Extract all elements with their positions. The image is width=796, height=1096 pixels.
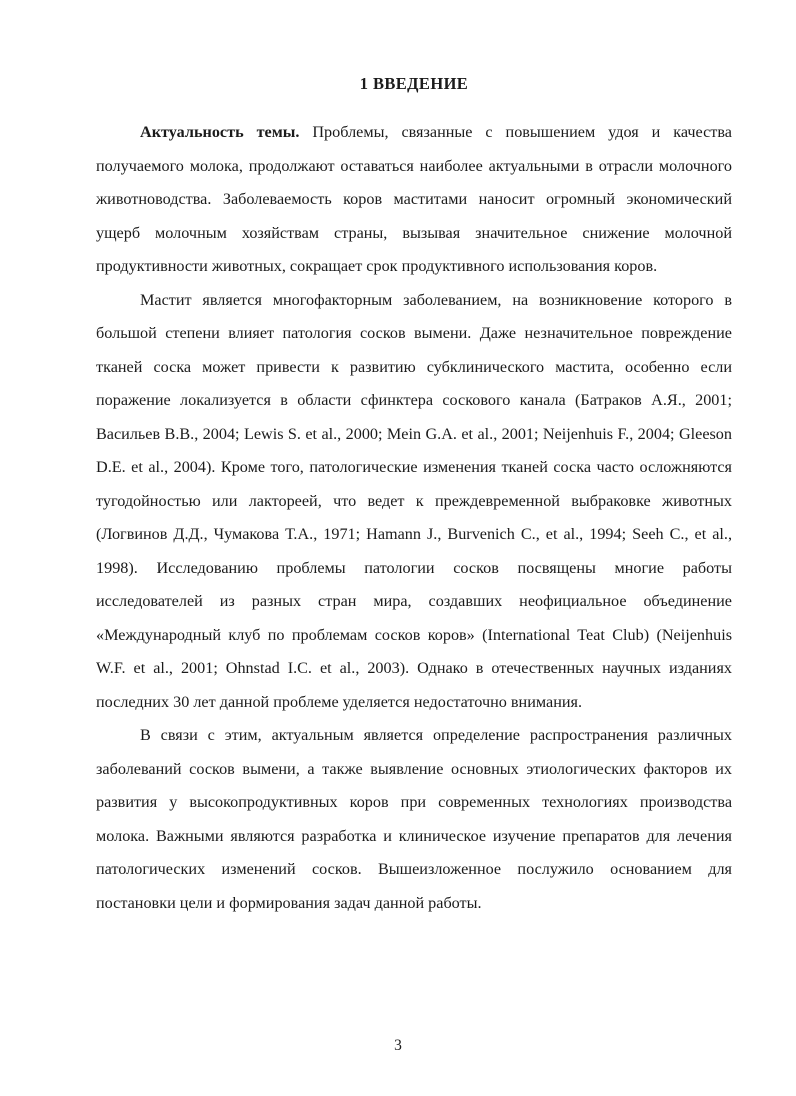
- page-title: 1 ВВЕДЕНИЕ: [359, 74, 469, 93]
- paragraph-3: [96, 719, 732, 920]
- paragraph-2-text: Мастит является многофакторным заболеванием, на возникновение которого в большой степени влияет патология сосков вымени. Даже незначительное повреждение тканей соска может привести к развитию субклинического мастита, особенно если поражение локализуется в области сфинктера соскового канала (Батраков А.Я., 2001; Васильев В.В., 2004; Lewis S. et al., 2000; Mein G.A. et al., 2001; Neijenhuis F., 2004; Gleeson D.E. et al., 2004). Кроме того, патологические изменения тканей соска часто осложняются тугодойностью или лактореей, что ведет к преждевременной выбраковке животных (Логвинов Д.Д., Чумакова Т.А., 1971; Hamann J., Burvenich C., et al., 1994; Seeh C., et al., 1998). Исследованию проблемы патологии сосков посвящены многие работы исследователей из разных стран мира, создавших неофициальное объединение «Международный клуб по проблемам сосков коров» (International Teat Club) (Neijenhuis W.F. et al., 2001; Ohnstad I.C. et al., 2003). Однако в отечественных научных изданиях последних 30 лет данной проблеме уделяется недостаточно внимания.: [96, 290, 732, 711]
- paragraph-1-text: Проблемы, связанные с повышением удоя и качества получаемого молока, продолжают оставаться наиболее актуальными в отрасли молочного животноводства. Заболеваемость коров маститами наносит огромный экономический ущерб молочным хозяйствам страны, вызывая значительное снижение молочной продуктивности животных, сокращает срок продуктивного использования коров.: [96, 123, 732, 275]
- paragraph-2: [96, 284, 732, 720]
- paragraph-3-text: В связи с этим, актуальным является определение распространения различных заболеваний сосков вымени, а также выявление основных этиологических факторов их развития у высокопродуктивных коров при современных технологиях производства молока. Важными являются разработка и клиническое изучение препаратов для лечения патологических изменений сосков. Вышеизложенное послужило основанием для постановки цели и формирования задач данной работы.: [96, 726, 732, 912]
- page-number: 3: [394, 1037, 402, 1054]
- paragraph-1-lead: Актуальность темы.: [140, 123, 300, 141]
- document-body: [96, 74, 732, 920]
- paragraph-1: [96, 116, 732, 284]
